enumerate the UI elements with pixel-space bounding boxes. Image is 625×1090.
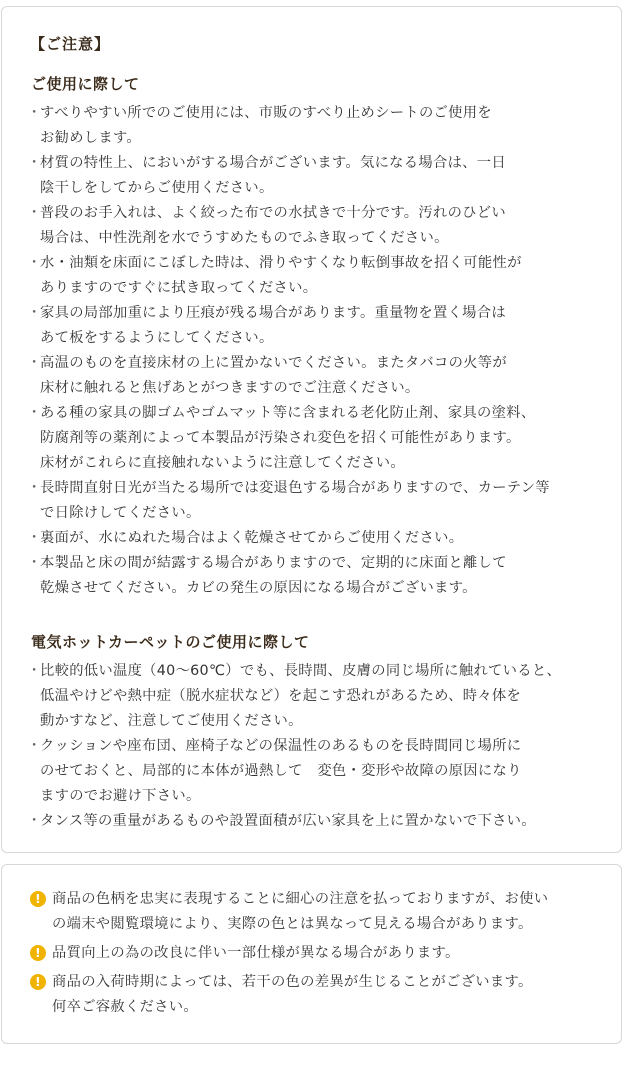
list-item-text: タンス等の重量があるものや設置面積が広い家具を上に置かないで下さい。	[40, 813, 536, 829]
list-item	[24, 351, 612, 401]
carpet-list	[24, 659, 612, 834]
list-item-text: 高温のものを直接床材の上に置かないでください。またタバコの火等が 床材に触れると焦げあとがつきますのでご注意ください。	[40, 355, 507, 396]
notice-panel	[1, 864, 622, 1044]
caution-heading: 【ご注意】	[30, 35, 111, 53]
warning-icon: !	[30, 891, 46, 907]
list-item-text: 水・油類を床面にこぼした時は、滑りやすくなり転倒事故を招く可能性が ありますのですぐに拭き取ってください。	[40, 255, 522, 296]
bullet-mark: ・	[27, 255, 42, 271]
bullet-mark: ・	[27, 480, 42, 496]
bullet-mark: ・	[27, 813, 42, 829]
notice-text: 商品の入荷時期によっては、若干の色の差異が生じることがございます。 何卒ご容赦ください。	[52, 974, 533, 1015]
bullet-mark: ・	[27, 663, 42, 679]
list-item	[24, 401, 612, 476]
list-item	[24, 251, 612, 301]
list-item-text: すべりやすい所でのご使用には、市販のすべり止めシートのご使用を お勧めします。	[40, 105, 492, 146]
list-item	[24, 301, 612, 351]
list-item-text: 本製品と床の間が結露する場合がありますので、定期的に床面と離して 乾燥させてください。カビの発生の原因になる場合がございます。	[40, 555, 507, 596]
list-item-text: 比較的低い温度（40～60℃）でも、長時間、皮膚の同じ場所に触れていると、 低温やけどや熱中症（脱水症状など）を起こす恐れがあるため、時々体を 動かすなど、注意してご使用ください。	[40, 663, 562, 729]
notice-list	[30, 887, 602, 1024]
notice-item	[30, 887, 602, 937]
list-item	[24, 659, 612, 734]
usage-list	[24, 101, 612, 601]
notice-text: 商品の色柄を忠実に表現することに細心の注意を払っておりますが、お使い の端末や閲覧環境により、実際の色とは異なって見える場合があります。	[52, 891, 549, 932]
list-item	[24, 201, 612, 251]
list-item-text: ある種の家具の脚ゴムやゴムマット等に含まれる老化防止剤、家具の塗料、 防腐剤等の薬剤によって本製品が汚染され変色を招く可能性があります。 床材がこれらに直接触れないように注意してください。	[40, 405, 536, 471]
list-item	[24, 734, 612, 809]
bullet-mark: ・	[27, 205, 42, 221]
usage-section-title: ご使用に際して	[31, 75, 140, 93]
list-item-text: 家具の局部加重により圧痕が残る場合があります。重量物を置く場合は あて板をするようにしてください。	[40, 305, 506, 346]
list-item-text: クッションや座布団、座椅子などの保温性のあるものを長時間同じ場所に のせておくと、局部的に本体が過熱して 変色・変形や故障の原因になり ますのでお避け下さい。	[40, 738, 522, 804]
carpet-section-title: 電気ホットカーペットのご使用に際して	[31, 633, 310, 651]
list-item	[24, 551, 612, 601]
bullet-mark: ・	[27, 105, 42, 121]
bullet-mark: ・	[27, 305, 42, 321]
warning-icon: !	[30, 945, 46, 961]
bullet-mark: ・	[27, 355, 42, 371]
notice-item	[30, 970, 602, 1020]
list-item-text: 裏面が、水にぬれた場合はよく乾燥させてからご使用ください。	[40, 530, 464, 546]
bullet-mark: ・	[27, 530, 42, 546]
list-item	[24, 526, 612, 551]
list-item-text: 材質の特性上、においがする場合がございます。気になる場合は、一日 陰干しをしてからご使用ください。	[40, 155, 506, 196]
list-item-text: 普段のお手入れは、よく絞った布での水拭きで十分です。汚れのひどい 場合は、中性洗剤を水でうすめたものでふき取ってください。	[40, 205, 506, 246]
bullet-mark: ・	[27, 555, 42, 571]
warning-icon: !	[30, 974, 46, 990]
notice-item	[30, 941, 602, 966]
bullet-mark: ・	[27, 738, 42, 754]
bullet-mark: ・	[27, 405, 42, 421]
list-item	[24, 101, 612, 151]
bullet-mark: ・	[27, 155, 42, 171]
list-item-text: 長時間直射日光が当たる場所では変退色する場合がありますので、カーテン等 で日除けしてください。	[40, 480, 550, 521]
list-item	[24, 151, 612, 201]
list-item	[24, 476, 612, 526]
notice-text: 品質向上の為の改良に伴い一部仕様が異なる場合があります。	[52, 945, 460, 961]
list-item	[24, 809, 612, 834]
caution-panel	[1, 6, 622, 853]
